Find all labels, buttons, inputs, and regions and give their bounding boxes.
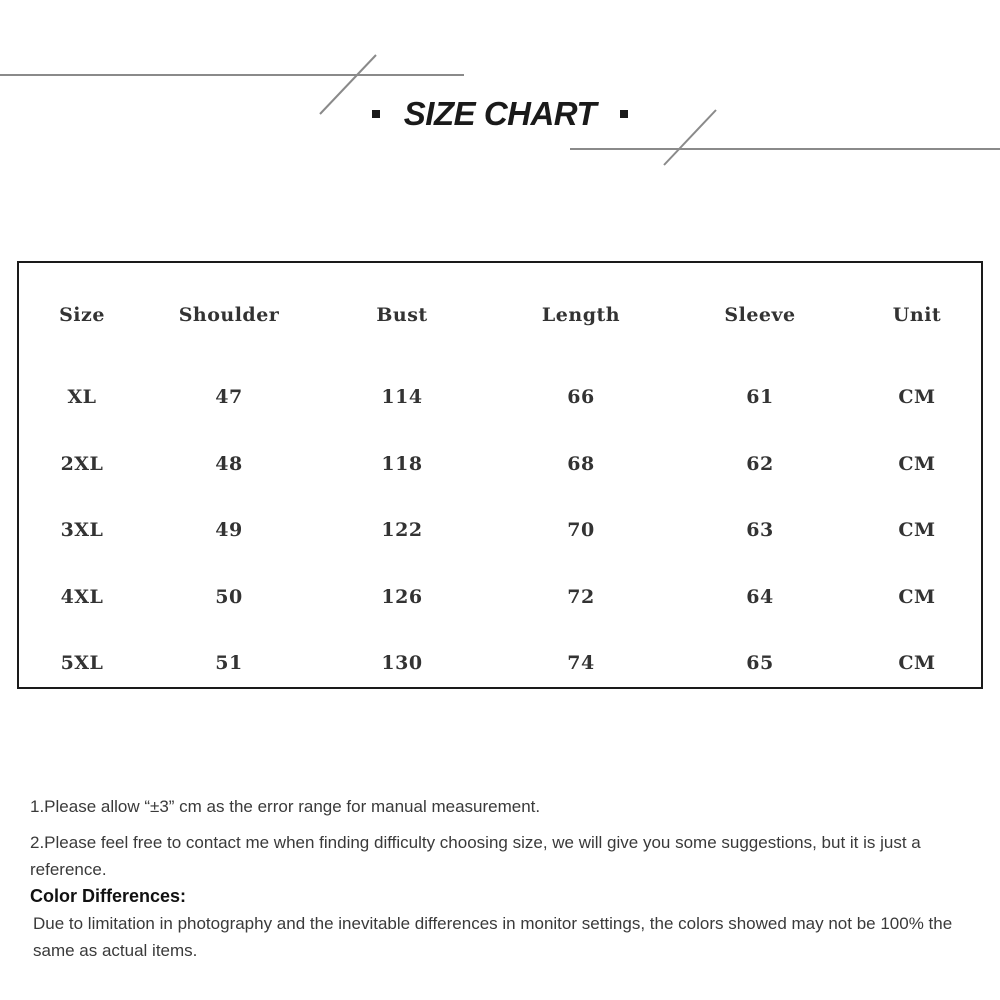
column-header-unit: Unit <box>892 304 942 326</box>
table-cell: 3XL <box>60 519 104 541</box>
table-cell: 50 <box>215 586 243 608</box>
color-differences-text: Due to limitation in photography and the inevitable differences in monitor settings, the colors showed may not be 100% the same as actual items. <box>33 914 953 960</box>
table-cell: 65 <box>746 652 774 674</box>
table-cell: 62 <box>746 453 774 475</box>
table-cell: 70 <box>567 519 595 541</box>
column-header-length: Length <box>541 304 621 326</box>
table-cell: 122 <box>381 519 423 541</box>
color-differences-heading: Color Differences: <box>30 886 187 906</box>
table-cell: CM <box>898 586 936 608</box>
table-cell: CM <box>898 386 936 408</box>
table-cell: 61 <box>746 386 774 408</box>
page-title <box>0 94 1000 134</box>
column-header-size: Size <box>59 304 105 326</box>
table-cell: 64 <box>746 586 774 608</box>
table-cell: 72 <box>567 586 595 608</box>
table-cell: 68 <box>567 453 595 475</box>
column-header-shoulder: Shoulder <box>178 304 280 326</box>
table-cell: 5XL <box>60 652 104 674</box>
table-cell: 51 <box>215 652 243 674</box>
table-cell: CM <box>898 453 936 475</box>
table-cell: 4XL <box>60 586 104 608</box>
bullet-left-icon <box>372 110 380 118</box>
table-cell: 2XL <box>60 453 104 475</box>
table-cell: CM <box>898 652 936 674</box>
table-cell: 48 <box>215 453 243 475</box>
column-header-sleeve: Sleeve <box>724 304 796 326</box>
table-cell: 66 <box>567 386 595 408</box>
notes-section <box>30 793 985 964</box>
table-cell: XL <box>67 386 97 408</box>
table-cell: 126 <box>381 586 423 608</box>
column-header-bust: Bust <box>376 304 428 326</box>
table-cell: 63 <box>746 519 774 541</box>
note-contact: 2.Please feel free to contact me when finding difficulty choosing size, we will give you some suggestions, but it is just a reference. <box>30 833 921 879</box>
size-table <box>17 261 983 689</box>
table-cell: 130 <box>381 652 423 674</box>
table-cell: 49 <box>215 519 243 541</box>
note-error-range: 1.Please allow “±3” cm as the error range for manual measurement. <box>30 797 541 816</box>
bullet-right-icon <box>620 110 628 118</box>
table-cell: 74 <box>567 652 595 674</box>
table-cell: 47 <box>215 386 243 408</box>
title-text: SIZE CHART <box>403 95 597 132</box>
table-cell: CM <box>898 519 936 541</box>
table-cell: 118 <box>381 453 423 475</box>
table-cell: 114 <box>381 386 423 408</box>
